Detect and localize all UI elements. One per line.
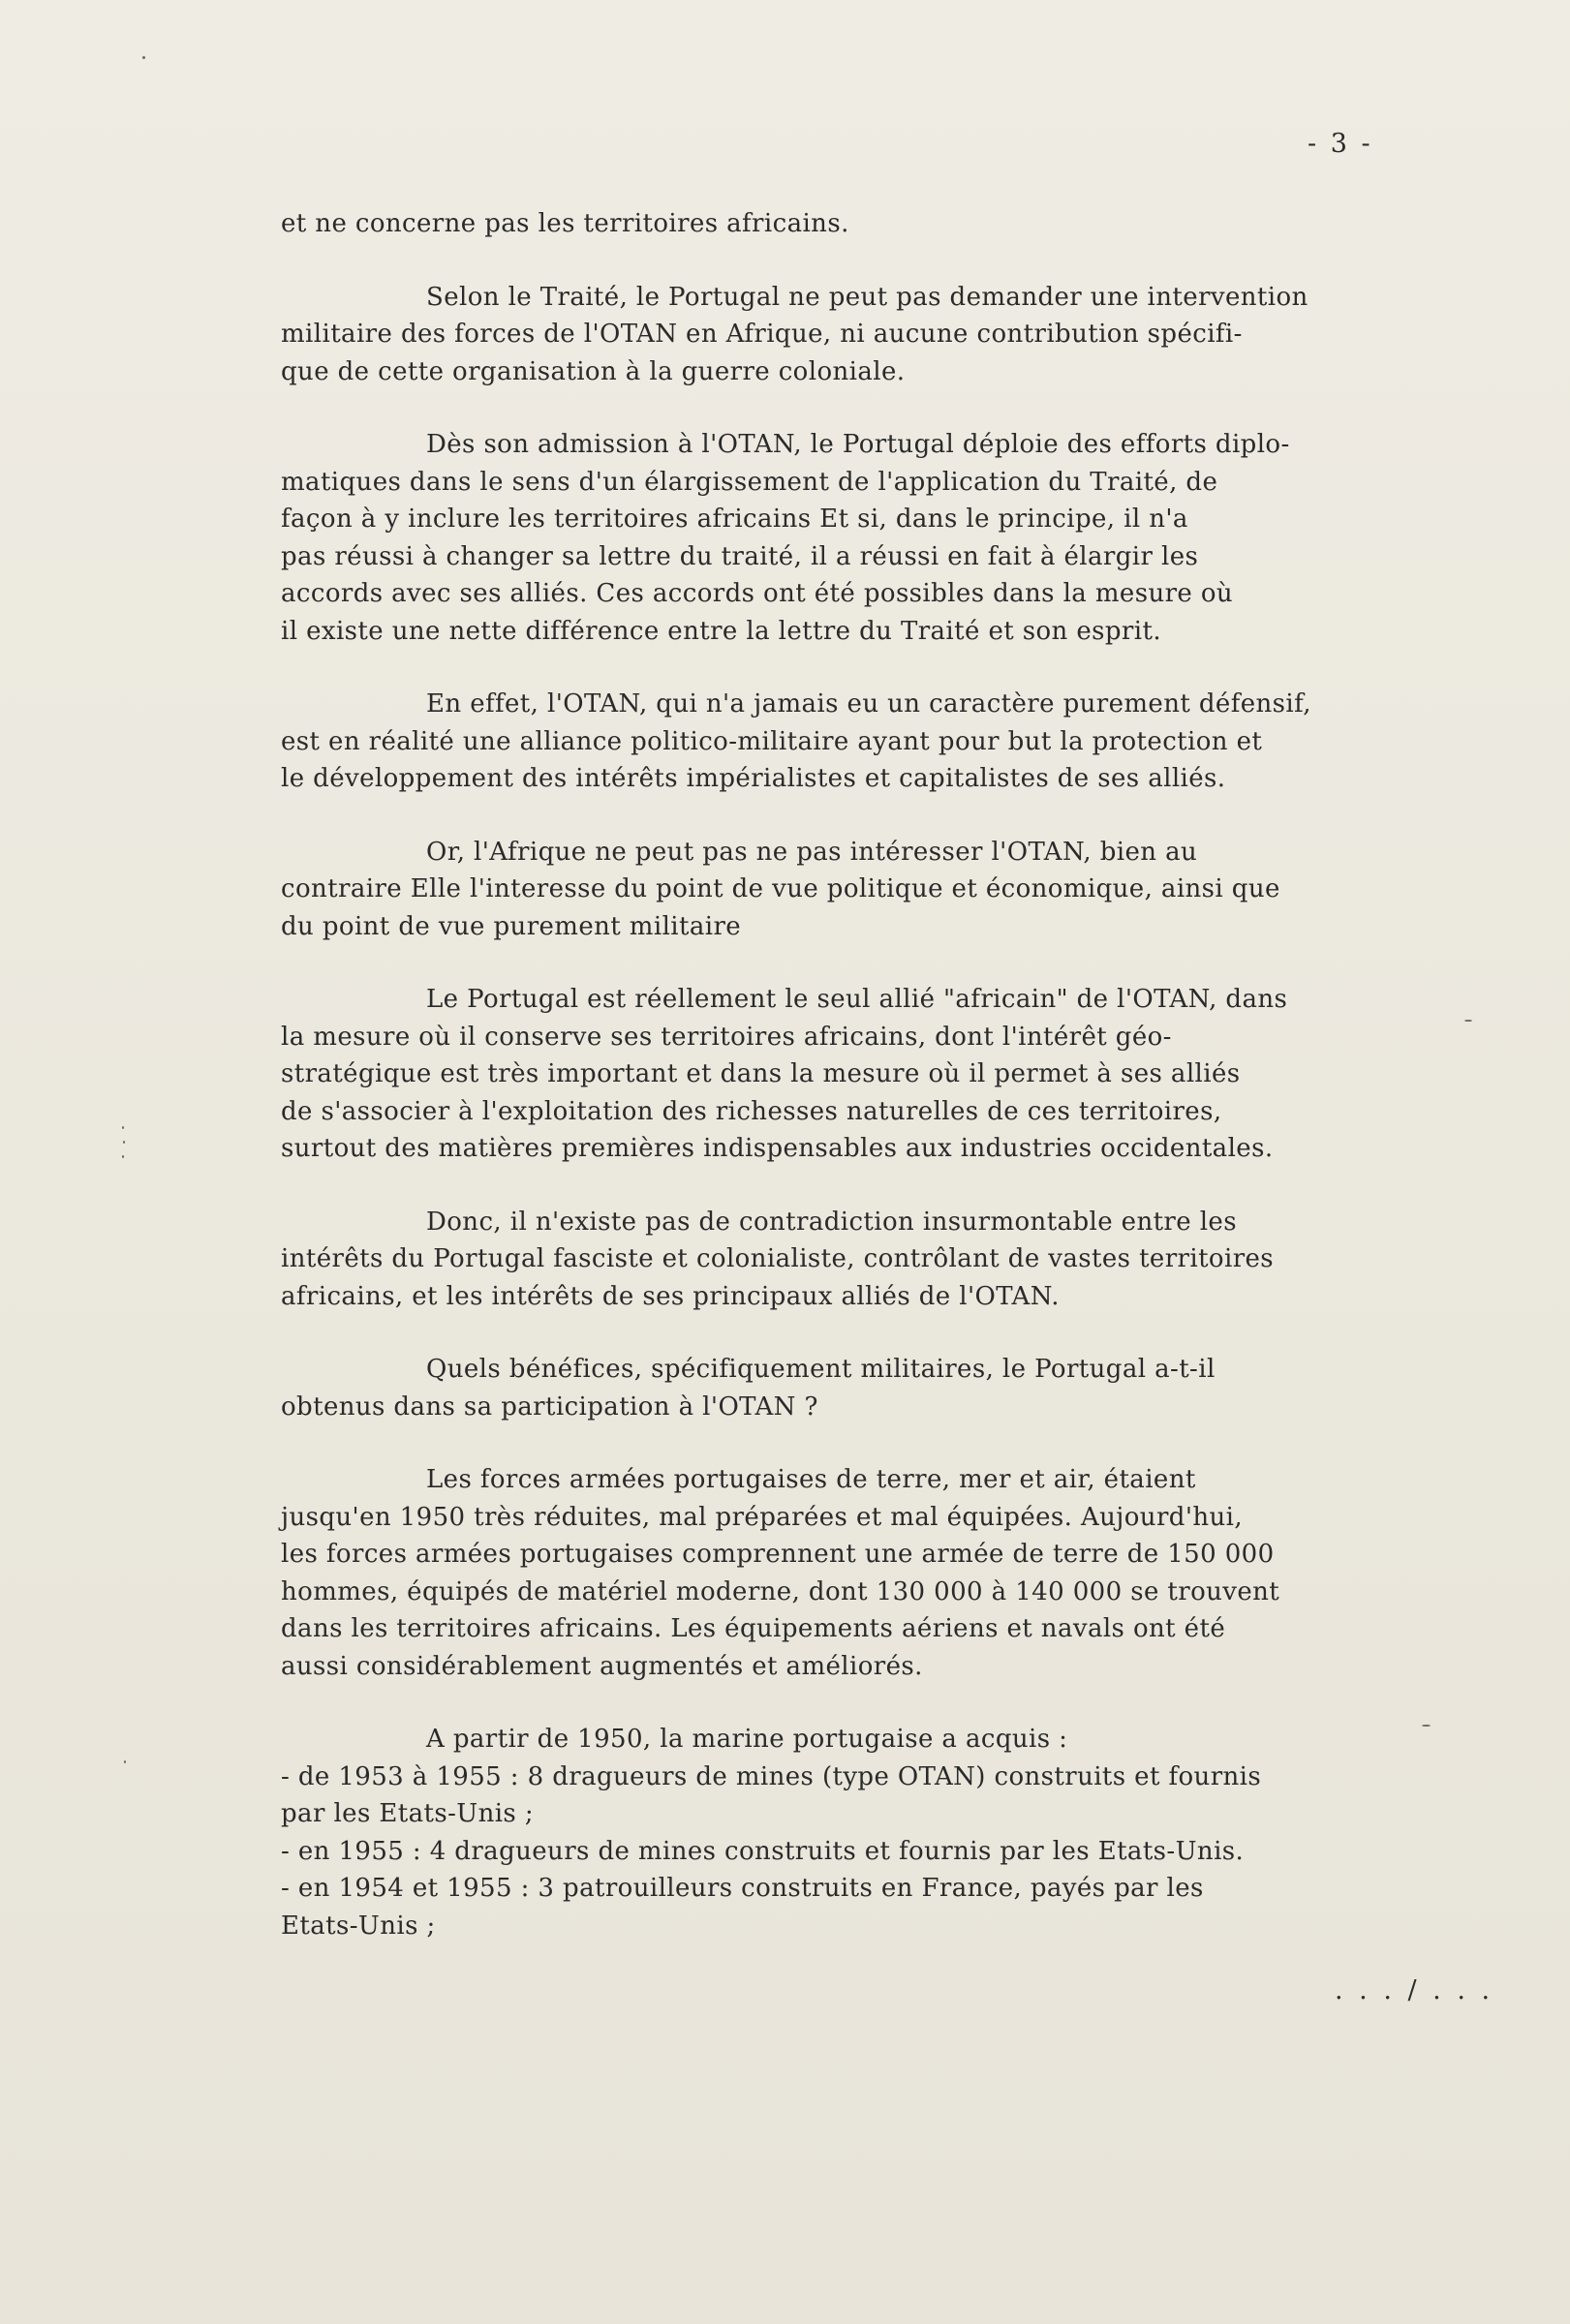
list-line: - en 1954 et 1955 : 3 patrouilleurs construits en France, payés par les — [281, 1874, 1204, 1903]
text-line: jusqu'en 1950 très réduites, mal préparées et mal équipées. Aujourd'hui, — [281, 1502, 1244, 1532]
text-line: de s'associer à l'exploitation des richesses naturelles de ces territoires, — [281, 1096, 1222, 1126]
paragraph — [281, 834, 1501, 946]
paragraph — [281, 1461, 1501, 1685]
text-line: pas réussi à changer sa lettre du traité, il a réussi en fait à élargir les — [281, 541, 1199, 571]
list-line: Etats-Unis ; — [281, 1911, 436, 1941]
paper-speck — [122, 1155, 124, 1158]
list-intro: A partir de 1950, la marine portugaise a acquis : — [426, 1725, 1068, 1754]
text-line: du point de vue purement militaire — [281, 911, 742, 941]
text-line: hommes, équipés de matériel moderne, dont 130 000 à 140 000 se trouvent — [281, 1576, 1280, 1606]
text-line: contraire Elle l'interesse du point de vue politique et économique, ainsi que — [281, 874, 1280, 903]
text-line: Dès son admission à l'OTAN, le Portugal déploie des efforts diplo- — [426, 430, 1290, 459]
paragraph — [281, 981, 1501, 1168]
text-line: intérêts du Portugal fasciste et colonialiste, contrôlant de vastes territoires — [281, 1244, 1275, 1273]
text-line: Or, l'Afrique ne peut pas ne pas intéresser l'OTAN, bien au — [426, 837, 1198, 867]
paragraph — [281, 1204, 1501, 1316]
paper-speck — [123, 1141, 125, 1144]
paper-speck — [1422, 1725, 1431, 1727]
text-line: façon à y inclure les territoires africains Et si, dans le principe, il n'a — [281, 505, 1188, 534]
text-line: stratégique est très important et dans la mesure où il permet à ses alliés — [281, 1059, 1241, 1088]
paragraph — [281, 686, 1501, 798]
text-line: En effet, l'OTAN, qui n'a jamais eu un caractère purement défensif, — [426, 689, 1311, 719]
paragraph — [281, 426, 1501, 650]
text-line: la mesure où il conserve ses territoires africains, dont l'intérêt géo- — [281, 1022, 1172, 1052]
text-line: surtout des matières premières indispensables aux industries occidentales. — [281, 1134, 1274, 1163]
page-number: - 3 - — [1308, 129, 1373, 159]
paper-speck — [142, 56, 145, 59]
paragraph — [281, 205, 1501, 243]
document-body — [281, 205, 1501, 1980]
text-line: Donc, il n'existe pas de contradiction insurmontable entre les — [426, 1207, 1237, 1237]
text-line: que de cette organisation à la guerre coloniale. — [281, 356, 906, 386]
continuation-mark: . . . / . . . — [1335, 1975, 1494, 2005]
text-line: les forces armées portugaises comprennent une armée de terre de 150 000 — [281, 1540, 1275, 1569]
text-line: accords avec ses alliés. Ces accords ont été possibles dans la mesure où — [281, 579, 1234, 608]
paragraph — [281, 1351, 1501, 1425]
text-line: militaire des forces de l'OTAN en Afrique, ni aucune contribution spécifi- — [281, 320, 1243, 349]
text-line: est en réalité une alliance politico-militaire ayant pour but la protection et — [281, 726, 1263, 756]
text-line: africains, et les intérêts de ses principaux alliés de l'OTAN. — [281, 1281, 1060, 1311]
text-line: le développement des intérêts impérialistes et capitalistes de ses alliés. — [281, 764, 1226, 793]
text-line: Le Portugal est réellement le seul allié "africain" de l'OTAN, dans — [426, 985, 1288, 1014]
text-line: Les forces armées portugaises de terre, mer et air, étaient — [426, 1465, 1196, 1494]
text-line: Selon le Traité, le Portugal ne peut pas demander une intervention — [426, 282, 1308, 312]
text-line: matiques dans le sens d'un élargissement de l'application du Traité, de — [281, 467, 1218, 497]
paragraph — [281, 279, 1501, 391]
list-line: par les Etats-Unis ; — [281, 1799, 534, 1828]
paper-speck — [122, 1126, 124, 1129]
equipment-list — [281, 1721, 1501, 1944]
text-line: aussi considérablement augmentés et améliorés. — [281, 1651, 923, 1681]
paper-speck — [1464, 1020, 1472, 1022]
text-line: obtenus dans sa participation à l'OTAN ? — [281, 1391, 818, 1422]
text-line: Quels bénéfices, spécifiquement militaires, le Portugal a-t-il — [426, 1355, 1216, 1384]
list-line: - en 1955 : 4 dragueurs de mines construits et fournis par les Etats-Unis. — [281, 1836, 1245, 1866]
list-line: - de 1953 à 1955 : 8 dragueurs de mines (type OTAN) construits et fournis — [281, 1761, 1262, 1791]
paper-speck — [124, 1760, 126, 1763]
text-line: et ne concerne pas les territoires africains. — [281, 209, 849, 238]
text-line: dans les territoires africains. Les équipements aériens et navals ont été — [281, 1614, 1226, 1643]
text-line: il existe une nette différence entre la lettre du Traité et son esprit. — [281, 616, 1161, 646]
